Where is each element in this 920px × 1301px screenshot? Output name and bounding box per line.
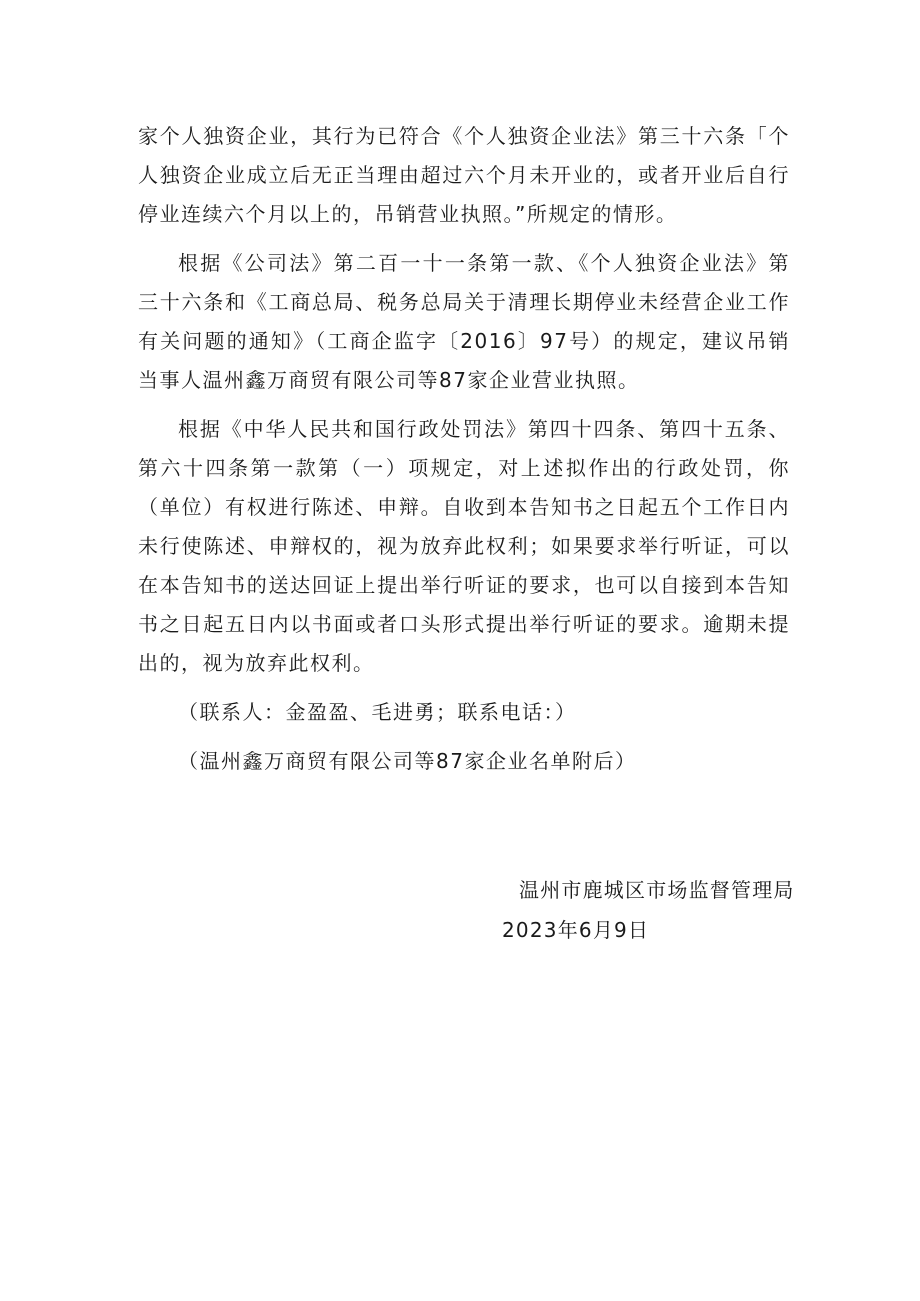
paragraph-hearing-rights: 根据《中华人民共和国行政处罚法》第四十四条、第四十五条、第六十四条第一款第（一）项规定，对上述拟作出的行政处罚，你（单位）有权进行陈述、申辩。自收到本告知书之日起五个工作日内未行使陈述、申辩权的，视为放弃此权利；如果要求举行听证，可以在本告知书的送达回证上提出举行听证的要求，也可以自接到本告知书之日起五日内以书面或者口头形式提出举行听证的要求。逾期未提出的，视为放弃此权利。 [138, 417, 790, 675]
paragraph-legal-basis: 根据《公司法》第二百一十一条第一款、《个人独资企业法》第三十六条和《工商总局、税务总局关于清理长期停业未经营企业工作有关问题的通知》（工商企监字〔2016〕97号）的规定，建议吊销当事人温州鑫万商贸有限公司等87家企业营业执照。 [138, 251, 790, 392]
issue-date: 2023年6月9日 [502, 918, 650, 942]
issuing-authority: 温州市鹿城区市场监督管理局 [519, 878, 795, 902]
contact-note: （联系人：金盈盈、毛进勇；联系电话：） [178, 700, 577, 724]
paragraph-continuation: 家个人独资企业，其行为已符合《个人独资企业法》第三十六条「个人独资企业成立后无正当理由超过六个月未开业的，或者开业后自行停业连续六个月以上的，吊销营业执照。”所规定的情形。 [138, 124, 790, 226]
document-body [138, 117, 790, 791]
attachment-note: （温州鑫万商贸有限公司等87家企业名单附后） [178, 749, 637, 773]
